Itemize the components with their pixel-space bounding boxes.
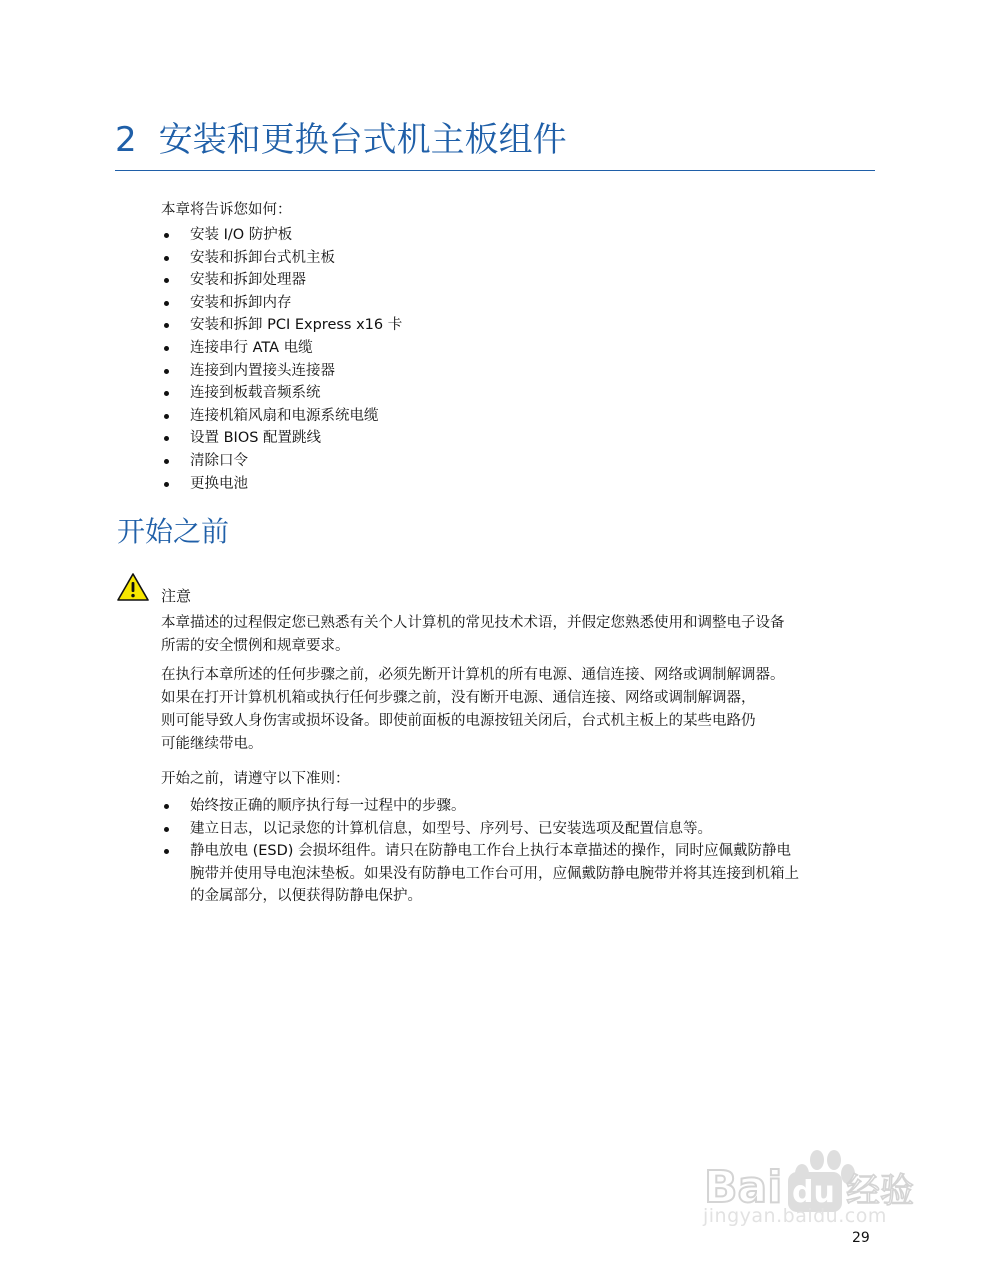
list-item: 安装 I/O 防护板 (161, 224, 861, 247)
text-line: 则可能导致人身伤害或损坏设备。即使前面板的电源按钮关闭后，台式机主板上的某些电路仍 (161, 713, 756, 729)
note-label: 注意 (161, 587, 192, 605)
text-line: 可能继续带电。 (161, 736, 263, 752)
watermark-suffix: 经验 (846, 1171, 914, 1211)
intro-text: 本章将告诉您如何： (161, 202, 292, 218)
list-item: 连接到板载音频系统 (161, 382, 861, 405)
text-line: 如果在打开计算机机箱或执行任何步骤之前，没有断开电源、通信连接、网络或调制解调器， (161, 690, 756, 706)
list-item: 安装和拆卸 PCI Express x16 卡 (161, 314, 861, 337)
note-paragraph-1 (161, 612, 871, 658)
chapter-number: 2 (115, 120, 137, 160)
text-line: 所需的安全惯例和规章要求。 (161, 638, 350, 654)
text-line: 腕带并使用导电泡沫垫板。如果没有防静电工作台可用，应佩戴防静电腕带并将其连接到机箱上 (190, 865, 799, 882)
text-line: 在执行本章所述的任何步骤之前，必须先断开计算机的所有电源、通信连接、网络或调制解调器。 (161, 667, 785, 683)
note-paragraph-2 (161, 664, 871, 756)
list-item (161, 818, 861, 841)
list-item: 安装和拆卸内存 (161, 292, 861, 315)
text-line: 建立日志，以记录您的计算机信息，如型号、序列号、已安装选项及配置信息等。 (190, 820, 712, 837)
warning-triangle-icon (116, 572, 150, 602)
list-item: 连接到内置接头连接器 (161, 360, 861, 383)
text-line: 本章描述的过程假定您已熟悉有关个人计算机的常见技术术语，并假定您熟悉使用和调整电子设备 (161, 615, 785, 631)
list-item: 安装和拆卸台式机主板 (161, 247, 861, 270)
list-item: 设置 BIOS 配置跳线 (161, 427, 861, 450)
section-heading: 开始之前 (117, 515, 230, 548)
title-divider (115, 170, 875, 171)
chapter-title (115, 116, 875, 164)
rules-list (161, 795, 861, 908)
list-item: 连接串行 ATA 电缆 (161, 337, 861, 360)
list-item: 连接机箱风扇和电源系统电缆 (161, 405, 861, 428)
chapter-title-text: 安装和更换台式机主板组件 (158, 120, 567, 160)
list-item: 安装和拆卸处理器 (161, 269, 861, 292)
list-item (161, 840, 861, 908)
chapter-topic-list (161, 224, 861, 495)
watermark-du: du (792, 1175, 835, 1210)
list-item: 清除口令 (161, 450, 861, 473)
rules-intro: 开始之前，请遵守以下准则： (161, 771, 350, 787)
list-item: 更换电池 (161, 473, 861, 496)
text-line: 的金属部分，以便获得防静电保护。 (190, 888, 422, 904)
watermark-brand: Bai (704, 1162, 783, 1213)
text-line: 静电放电 (ESD) 会损坏组件。请只在防静电工作台上执行本章描述的操作，同时应佩戴防静电 (190, 843, 792, 859)
page-number: 29 (852, 1230, 870, 1246)
watermark-url: jingyan.baidu.com (703, 1205, 887, 1227)
text-line: 始终按正确的顺序执行每一过程中的步骤。 (190, 798, 466, 814)
list-item (161, 795, 861, 818)
